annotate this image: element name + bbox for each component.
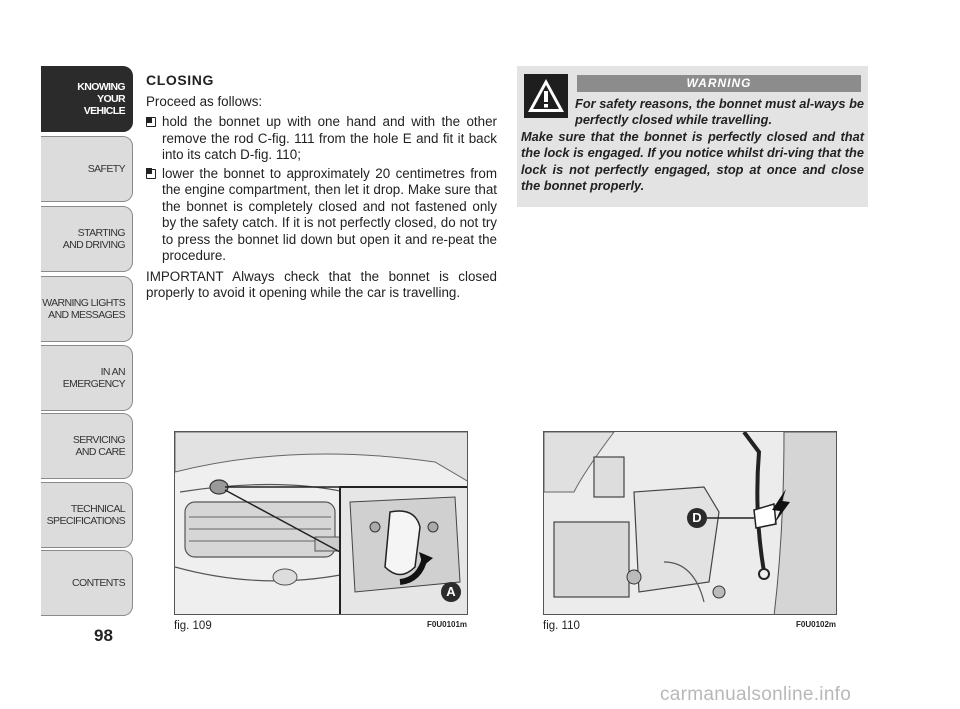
tab-knowing-your-vehicle[interactable]: KNOWING YOUR VEHICLE <box>41 66 133 132</box>
warning-body: Make sure that the bonnet is perfectly closed and that the lock is engaged. If you notice whilst dri-ving that the lock is not perfectly engaged, stop at once and close the bonnet properly. <box>521 128 864 194</box>
warning-text <box>521 96 864 194</box>
figure-109-bonnet-front <box>174 431 468 615</box>
figure-109-caption: fig. 109 <box>174 620 212 632</box>
list-item-text: hold the bonnet up with one hand and with the other remove the rod C-fig. 111 from the hole E and fit it back into its catch D-fig. 110; <box>162 114 497 162</box>
tab-warning-lights[interactable]: WARNING LIGHTS AND MESSAGES <box>41 276 133 342</box>
marker-a: A <box>441 582 461 602</box>
important-note: IMPORTANT Always check that the bonnet is closed properly to avoid it opening while the car is travelling. <box>146 268 497 300</box>
warning-box <box>517 66 868 207</box>
warning-label: WARNING <box>577 75 861 92</box>
marker-d: D <box>687 508 707 528</box>
page-number: 98 <box>94 626 113 645</box>
tab-in-an-emergency[interactable]: IN AN EMERGENCY <box>41 345 133 411</box>
list-item <box>146 114 497 164</box>
section-heading: CLOSING <box>146 72 214 88</box>
tab-starting-and-driving[interactable]: STARTING AND DRIVING <box>41 206 133 272</box>
tab-technical-specifications[interactable]: TECHNICAL SPECIFICATIONS <box>41 482 133 548</box>
closing-section <box>146 72 497 306</box>
warning-first-line: For safety reasons, the bonnet must al-ways be perfectly closed while travelling. <box>575 96 864 128</box>
figure-110-code: F0U0102m <box>796 620 837 629</box>
watermark: carmanualsonline.info <box>660 684 852 705</box>
list-item-text: lower the bonnet to approximately 20 centimetres from the engine compartment, then let it drop. Make sure that the bonnet is completely closed and not fastened only by the safety catch. If it is not perfectly closed, do not try to press the bonnet lid down but open it and re-peat the procedure. <box>162 165 497 263</box>
list-item <box>146 166 497 265</box>
tab-safety[interactable]: SAFETY <box>41 136 133 202</box>
checkbox-bullet-icon <box>146 117 156 127</box>
intro-text: Proceed as follows: <box>146 93 263 109</box>
tab-servicing-and-care[interactable]: SERVICING AND CARE <box>41 413 133 479</box>
tab-contents[interactable]: CONTENTS <box>41 550 133 616</box>
figure-109-code: F0U0101m <box>427 620 468 629</box>
checkbox-bullet-icon <box>146 169 156 179</box>
figure-110-engine-bay <box>543 431 837 615</box>
figure-110-caption: fig. 110 <box>543 620 580 632</box>
